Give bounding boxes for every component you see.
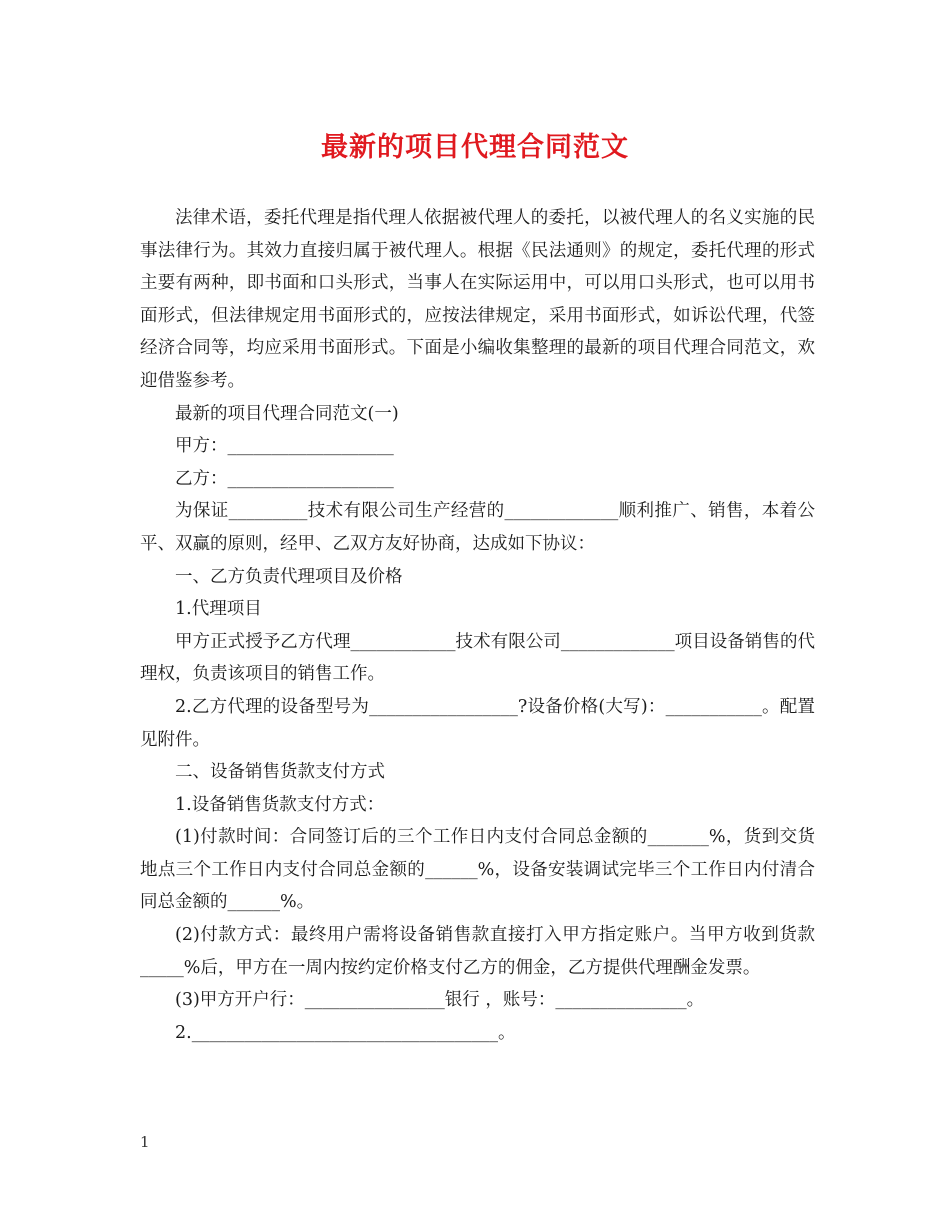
clause-1-1-text: 甲方正式授予乙方代理____________技术有限公司_____________项目设备销售的代理权，负责该项目的销售工作。 <box>140 631 815 685</box>
paragraph-preamble: 为保证_________技术有限公司生产经营的_____________顺利推广、销售，本着公平、双赢的原则，经甲、乙双方友好协商，达成如下协议： <box>140 501 815 554</box>
document-title: 最新的项目代理合同范文 <box>321 132 629 163</box>
clause-2-1-2-text: (2)付款方式：最终用户需将设备销售款直接打入甲方指定账户。当甲方收到货款_____%后，甲方在一周内按约定价格支付乙方的佣金，乙方提供代理酬金发票。 <box>140 925 815 978</box>
paragraph-party-a: 甲方：___________________ <box>175 436 394 457</box>
page-number: 1 <box>140 1133 150 1151</box>
document-body <box>140 202 815 1049</box>
clause-2-1-1-text: (1)付款时间：合同签订后的三个工作日内支付合同总金额的_______%，货到交货地点三个工作日内支付合同总金额的______%，设备安装调试完毕三个工作日内付清合同总金额的______%。 <box>140 827 815 913</box>
clause-2-1-heading: 1.设备销售货款支付方式： <box>175 794 385 815</box>
paragraph-subtitle: 最新的项目代理合同范文(一) <box>175 403 399 424</box>
clause-1-1-heading: 1.代理项目 <box>175 599 262 620</box>
clause-1-2-text: 2.乙方代理的设备型号为_________________?设备价格(大写)：___________。配置见附件。 <box>140 696 815 750</box>
section-heading-1: 一、乙方负责代理项目及价格 <box>175 566 403 587</box>
clause-2-1-3-text: (3)甲方开户行：________________银行 ，账号：_______________。 <box>175 990 705 1011</box>
clause-2-2-text: 2.___________________________________。 <box>175 1022 516 1043</box>
section-heading-2: 二、设备销售货款支付方式 <box>175 762 385 783</box>
paragraph-party-b: 乙方：___________________ <box>175 468 394 489</box>
paragraph-intro: 法律术语，委托代理是指代理人依据被代理人的委托，以被代理人的名义实施的民事法律行为。其效力直接归属于被代理人。根据《民法通则》的规定，委托代理的形式主要有两种，即书面和口头形式，当事人在实际运用中，可以用口头形式，也可以用书面形式，但法律规定用书面形式的，应按法律规定，采用书面形式，如诉讼代理，代签经济合同等，均应采用书面形式。下面是小编收集整理的最新的项目代理合同范文，欢迎借鉴参考。 <box>140 208 815 391</box>
